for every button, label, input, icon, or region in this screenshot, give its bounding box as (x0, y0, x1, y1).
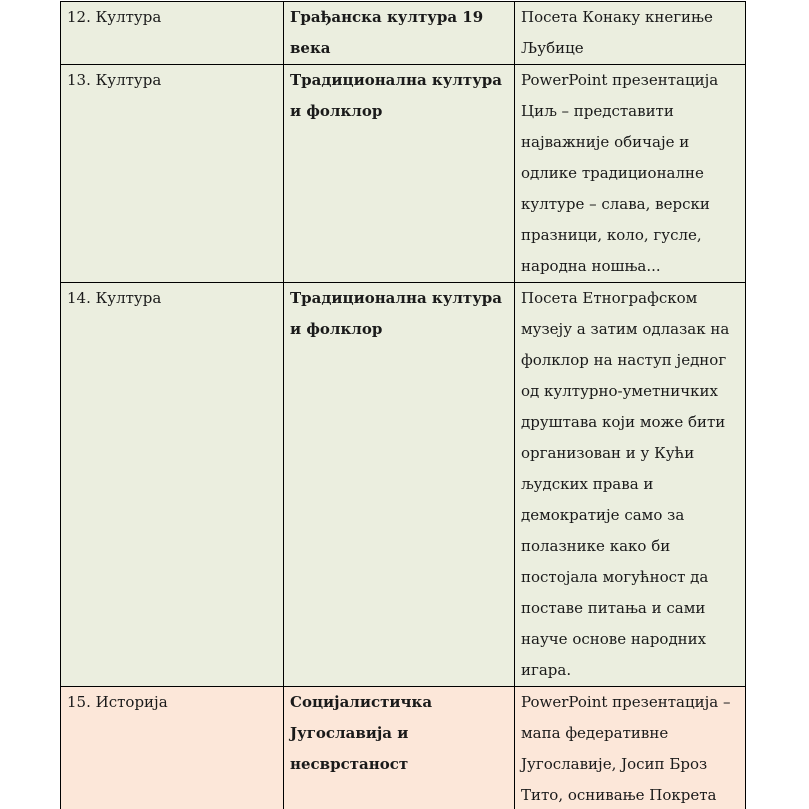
subject-cell (61, 2, 284, 65)
table-row (61, 687, 746, 809)
topic-line: несврстаност (290, 755, 409, 773)
activity-line: мапа федеративне (521, 724, 669, 742)
activity-line: Југославије, Јосип Броз (521, 755, 708, 773)
row-subject: Култура (95, 8, 162, 26)
topic-line: Грађанска култура 19 (290, 8, 484, 26)
subject-cell (61, 65, 284, 283)
row-subject: Историја (95, 693, 168, 711)
subject-cell (61, 687, 284, 809)
activity-line: организован и у Кући (521, 444, 695, 462)
row-subject: Култура (95, 71, 162, 89)
activity-line: постојала могућност да (521, 568, 709, 586)
lesson-plan-table (60, 1, 746, 809)
activity-line: демократије само за (521, 506, 685, 524)
topic-line: века (290, 39, 331, 57)
topic-line: Југославија и (290, 724, 409, 742)
activity-line: полазнике како би (521, 537, 671, 555)
row-number: 13. (67, 71, 91, 89)
activity-line: народна ношња... (521, 257, 661, 275)
table-row (61, 65, 746, 283)
activity-line: музеју а затим одлазак на (521, 320, 730, 338)
topic-cell (284, 687, 515, 809)
activity-line: фолклор на наступ једног (521, 351, 727, 369)
activity-cell (515, 283, 746, 687)
topic-cell (284, 2, 515, 65)
activity-line: Циљ – представити (521, 102, 674, 120)
activity-line: празници, коло, гусле, (521, 226, 702, 244)
activity-line: Љубице (521, 39, 584, 57)
activity-line: најважније обичаје и (521, 133, 690, 151)
topic-cell (284, 283, 515, 687)
topic-line: Традиционална култура (290, 289, 503, 307)
activity-line: PowerPoint презентација – (521, 693, 731, 711)
activity-line: Тито, оснивање Покрета (521, 786, 717, 804)
topic-line: и фолклор (290, 320, 383, 338)
table-row (61, 283, 746, 687)
activity-line: одлике традиционалне (521, 164, 704, 182)
activity-line: поставе питања и сами (521, 599, 706, 617)
topic-line: Традиционална култура (290, 71, 503, 89)
activity-line: друштава који може бити (521, 413, 726, 431)
activity-line: људских права и (521, 475, 654, 493)
activity-cell (515, 687, 746, 809)
activity-line: Посета Етнографском (521, 289, 698, 307)
topic-line: Социјалистичка (290, 693, 433, 711)
row-number: 15. (67, 693, 91, 711)
row-number: 14. (67, 289, 91, 307)
activity-line: PowerPoint презентација (521, 71, 719, 89)
activity-cell (515, 65, 746, 283)
topic-line: и фолклор (290, 102, 383, 120)
activity-cell (515, 2, 746, 65)
activity-line: Посета Конаку кнегиње (521, 8, 713, 26)
activity-line: науче основе народних (521, 630, 707, 648)
subject-cell (61, 283, 284, 687)
activity-line: игара. (521, 661, 572, 679)
topic-cell (284, 65, 515, 283)
row-number: 12. (67, 8, 91, 26)
table-row (61, 2, 746, 65)
activity-line: културе – слава, верски (521, 195, 710, 213)
activity-line: од културно-уметничких (521, 382, 718, 400)
row-subject: Култура (95, 289, 162, 307)
